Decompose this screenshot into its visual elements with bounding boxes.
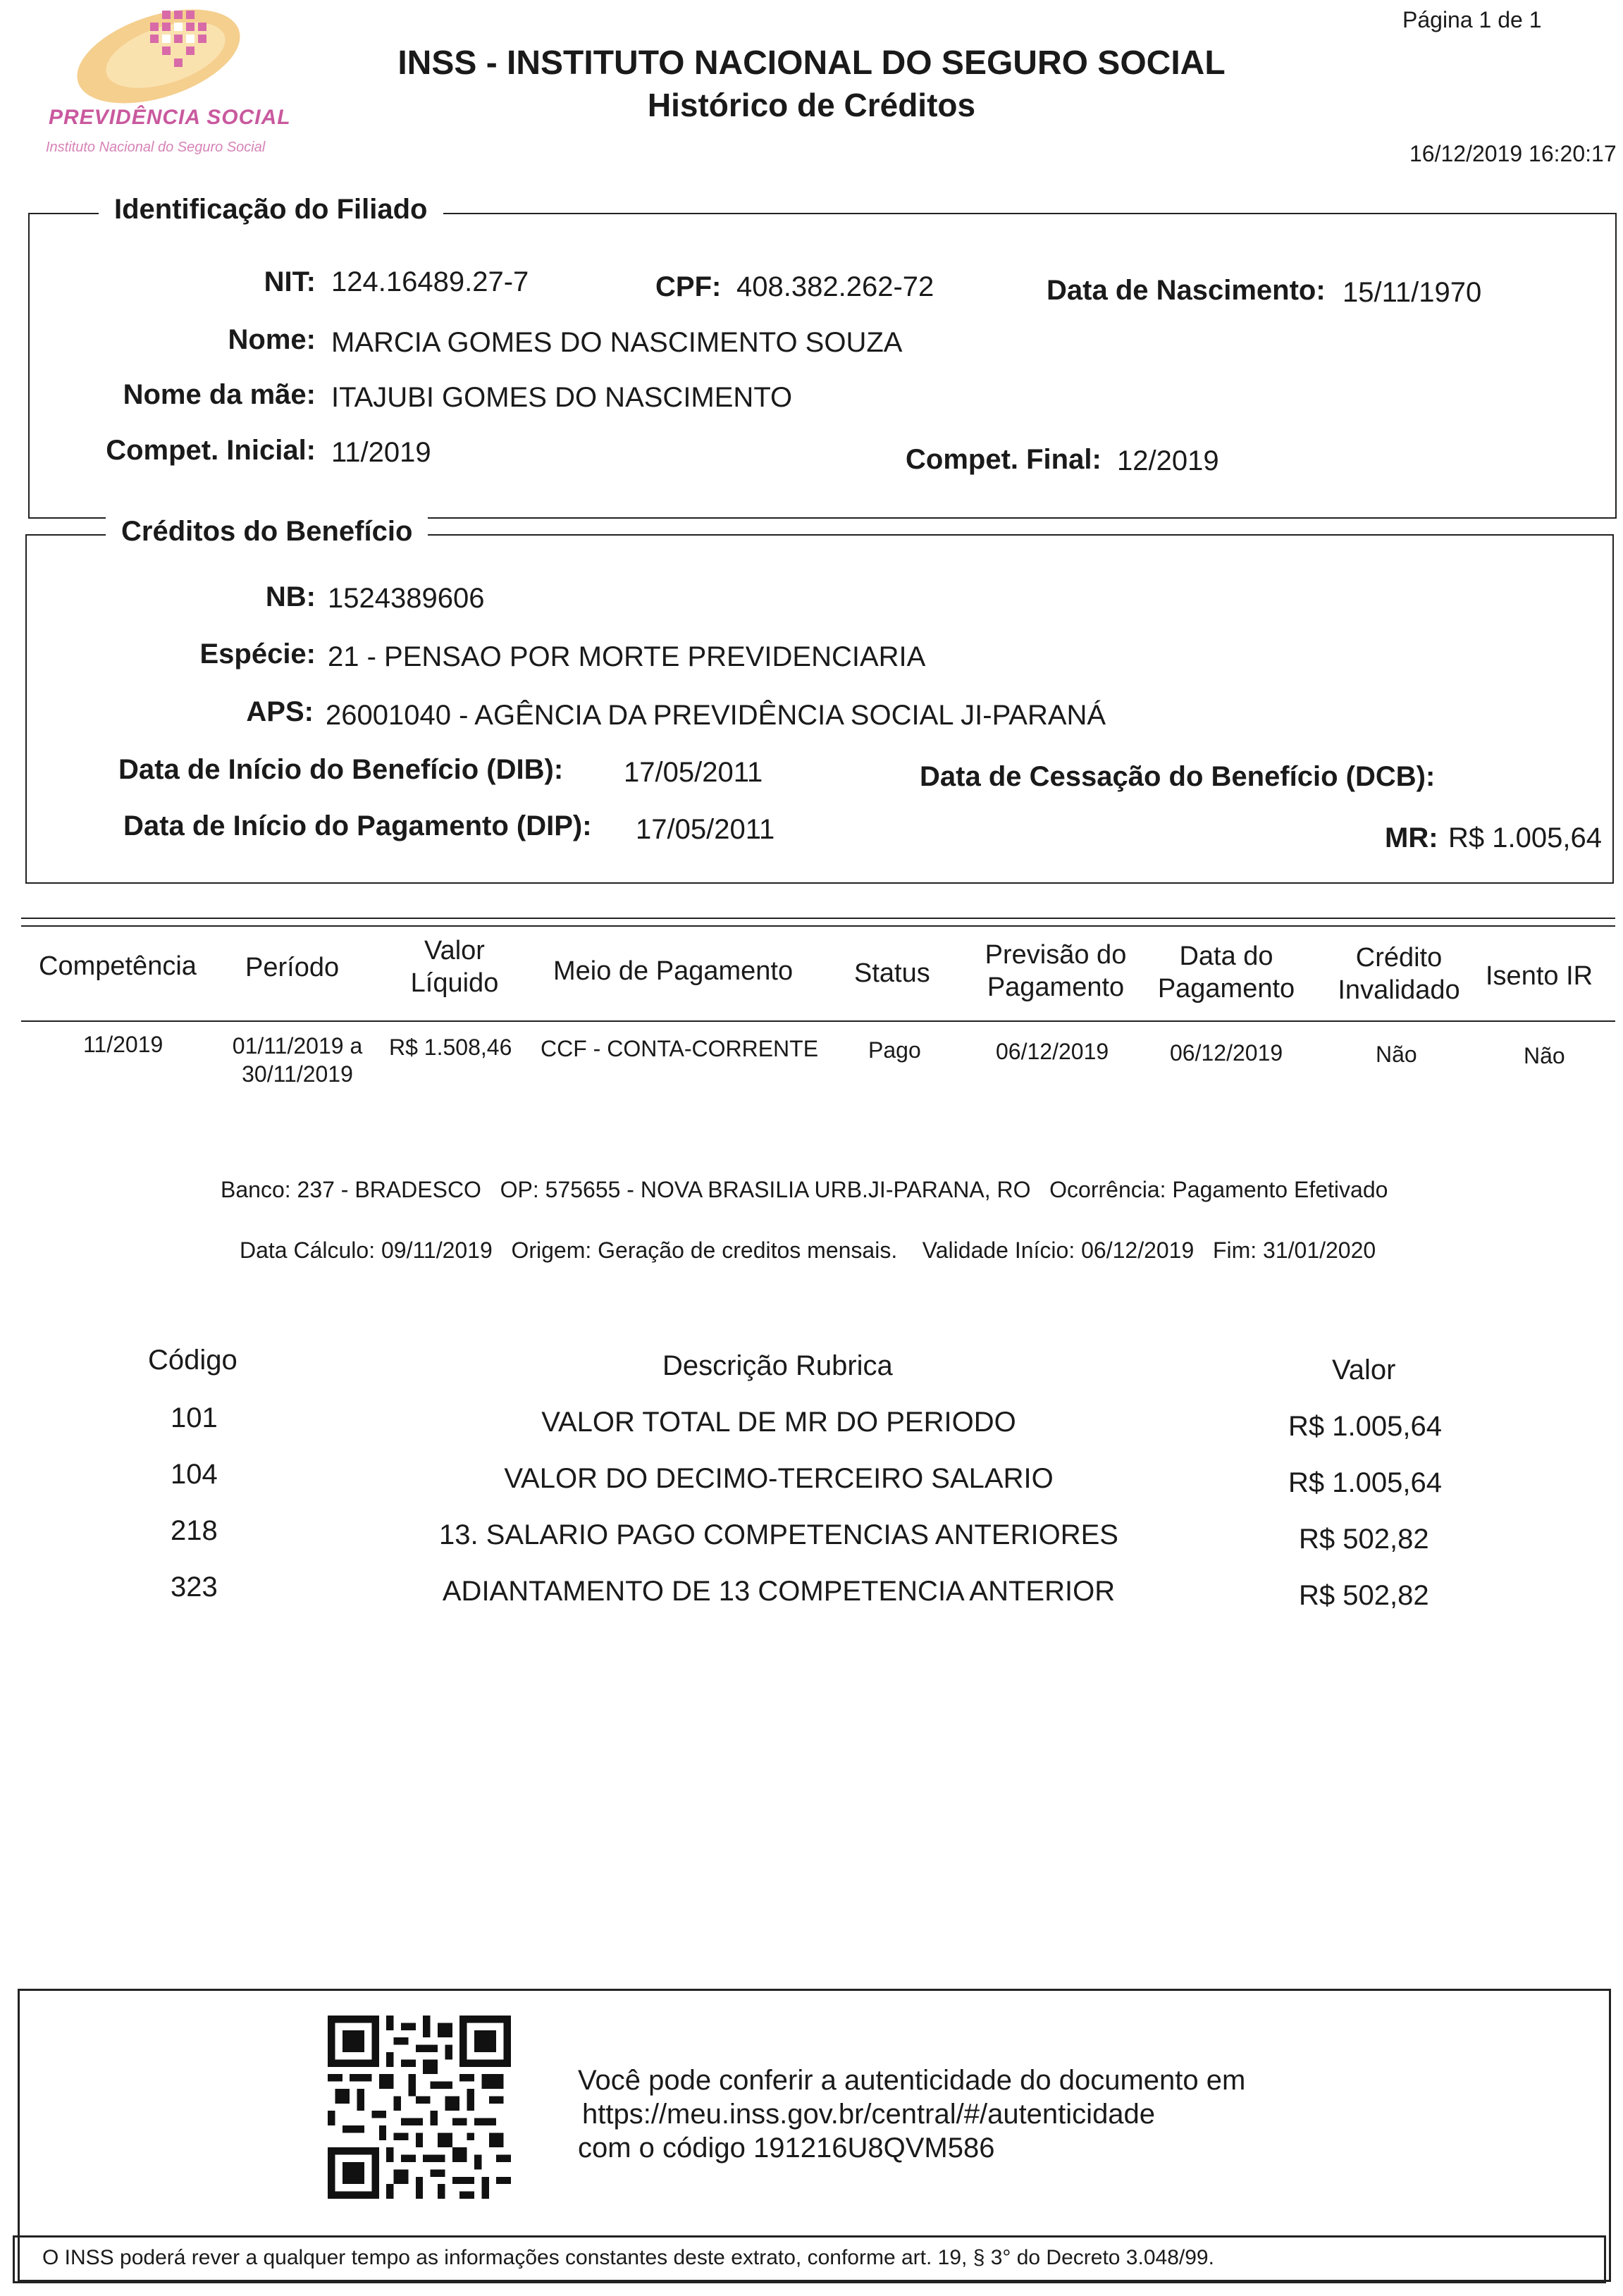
ocorrencia-value: Pagamento Efetivado <box>1172 1177 1388 1202</box>
rubrica-valor: R$ 502,82 <box>1299 1524 1429 1555</box>
col-data-header-line2: Pagamento <box>1157 974 1295 1004</box>
filiado-section <box>28 213 1617 519</box>
origem-label: Origem: <box>511 1238 592 1263</box>
rubrica-valor: R$ 502,82 <box>1299 1580 1429 1611</box>
validade-value: 06/12/2019 <box>1081 1238 1195 1263</box>
row-periodo <box>227 1032 368 1088</box>
authenticity-code: com o código 191216U8QVM586 <box>578 2133 995 2164</box>
authenticity-url[interactable]: https://meu.inss.gov.br/central/#/autenticidade <box>582 2099 1156 2130</box>
qr-code-icon <box>328 2016 511 2199</box>
rubrica-descricao: 13. SALARIO PAGO COMPETENCIAS ANTERIORES <box>439 1519 1118 1550</box>
col-valor-header <box>395 934 514 999</box>
row-periodo-line1: 01/11/2019 a <box>232 1033 363 1058</box>
print-datetime: 16/12/2019 16:20:17 <box>1409 141 1617 166</box>
col-data-header-line1: Data do <box>1179 942 1273 971</box>
col-data-pagamento-header <box>1145 940 1307 1005</box>
row-meio-pagamento: CCF - CONTA-CORRENTE <box>541 1036 819 1061</box>
beneficio-section-title: Créditos do Benefício <box>106 516 428 548</box>
table-top-rule <box>21 918 1615 919</box>
col-valor-header-line2: Líquido <box>410 968 499 998</box>
mr-value: R$ 1.005,64 <box>1448 822 1602 853</box>
document-subtitle: Histórico de Créditos <box>647 87 976 123</box>
rubrica-codigo: 104 <box>171 1459 218 1490</box>
rubrica-descricao: VALOR DO DECIMO-TERCEIRO SALARIO <box>504 1463 1054 1494</box>
row-periodo-line2: 30/11/2019 <box>242 1061 353 1087</box>
col-previsao-header-line1: Previsão do <box>985 940 1127 970</box>
ocorrencia-label: Ocorrência: <box>1049 1177 1166 1202</box>
col-isento-header: Isento IR <box>1486 961 1593 991</box>
row-data-pagamento: 06/12/2019 <box>1170 1040 1283 1066</box>
rubrica-codigo: 101 <box>171 1402 218 1433</box>
nome-label: Nome: <box>228 324 316 355</box>
col-previsao-header <box>964 939 1147 1004</box>
col-competencia-header: Competência <box>39 951 197 981</box>
cpf-value: 408.382.262-72 <box>736 271 934 302</box>
dib-label: Data de Início do Benefício (DIB): <box>118 754 564 785</box>
col-meio-header: Meio de Pagamento <box>553 956 794 986</box>
rubrica-valor: R$ 1.005,64 <box>1288 1467 1442 1498</box>
compet-final-value: 12/2019 <box>1117 445 1219 476</box>
logo-brand-text: PREVIDÊNCIA SOCIAL <box>49 106 291 129</box>
dip-value: 17/05/2011 <box>636 814 775 845</box>
nome-value: MARCIA GOMES DO NASCIMENTO SOUZA <box>331 327 903 358</box>
fim-label: Fim: <box>1212 1238 1257 1263</box>
dcb-label: Data de Cessação do Benefício (DCB): <box>920 761 1436 792</box>
nit-label: NIT: <box>264 266 316 297</box>
table-top-rule-2 <box>21 925 1615 927</box>
nascimento-value: 15/11/1970 <box>1343 277 1482 308</box>
especie-label: Espécie: <box>199 638 316 669</box>
rubrica-codigo: 323 <box>171 1572 218 1603</box>
row-isento-ir: Não <box>1524 1043 1565 1068</box>
aps-value: 26001040 - AGÊNCIA DA PREVIDÊNCIA SOCIAL JI-PARANÁ <box>326 700 1106 731</box>
footer-legal-note: O INSS poderá rever a qualquer tempo as informações constantes deste extrato, conforme art. 19, § 3° do Decreto 3.048/99. <box>42 2246 1214 2269</box>
rubrica-descricao: VALOR TOTAL DE MR DO PERIODO <box>541 1407 1016 1438</box>
col-credito-header-line1: Crédito <box>1355 943 1443 973</box>
table-header-rule <box>21 1020 1615 1022</box>
rubrica-descricao-header: Descrição Rubrica <box>662 1350 893 1381</box>
validade-label: Validade Início: <box>922 1238 1075 1263</box>
aps-label: APS: <box>246 696 314 727</box>
compet-inicial-value: 11/2019 <box>331 437 431 468</box>
col-periodo-header: Período <box>245 953 340 982</box>
especie-value: 21 - PENSAO POR MORTE PREVIDENCIARIA <box>328 641 926 672</box>
dip-label: Data de Início do Pagamento (DIP): <box>123 810 592 841</box>
rubrica-valor-header: Valor <box>1332 1354 1396 1385</box>
cpf-label: CPF: <box>655 271 722 302</box>
document-title: INSS - INSTITUTO NACIONAL DO SEGURO SOCIAL <box>397 44 1226 82</box>
nb-value: 1524389606 <box>328 583 485 614</box>
col-previsao-header-line2: Pagamento <box>987 973 1125 1002</box>
origem-value: Geração de creditos mensais. <box>598 1238 898 1263</box>
dib-value: 17/05/2011 <box>624 757 763 788</box>
compet-inicial-label: Compet. Inicial: <box>106 435 316 466</box>
previdencia-logo <box>39 0 321 166</box>
authenticity-text-line1: Você pode conferir a autenticidade do documento em <box>578 2065 1246 2096</box>
fim-value: 31/01/2020 <box>1263 1238 1376 1263</box>
op-value: 575655 - NOVA BRASILIA URB.JI-PARANA, RO <box>545 1177 1031 1202</box>
col-credito-header <box>1321 942 1476 1006</box>
nb-label: NB: <box>265 581 316 612</box>
page-counter: Página 1 de 1 <box>1402 7 1542 32</box>
calculo-label: Data Cálculo: <box>240 1238 376 1263</box>
nit-value: 124.16489.27-7 <box>331 266 529 297</box>
col-credito-header-line2: Invalidado <box>1338 975 1460 1005</box>
nome-mae-label: Nome da mãe: <box>123 379 316 410</box>
row-previsao-pagamento: 06/12/2019 <box>996 1039 1109 1064</box>
col-status-header: Status <box>854 958 930 988</box>
op-label: OP: <box>500 1177 539 1202</box>
row-valor-liquido: R$ 1.508,46 <box>389 1035 512 1060</box>
row-competencia: 11/2019 <box>83 1032 163 1057</box>
rubrica-valor: R$ 1.005,64 <box>1288 1411 1442 1442</box>
nome-mae-value: ITAJUBI GOMES DO NASCIMENTO <box>331 382 793 413</box>
logo-subtitle-text: Instituto Nacional do Seguro Social <box>46 140 266 155</box>
rubrica-descricao: ADIANTAMENTO DE 13 COMPETENCIA ANTERIOR <box>442 1576 1116 1607</box>
calculo-value: 09/11/2019 <box>381 1238 493 1263</box>
rubrica-codigo: 218 <box>171 1515 218 1546</box>
compet-final-label: Compet. Final: <box>906 444 1101 475</box>
row-credito-invalidado: Não <box>1376 1042 1417 1067</box>
banco-value: 237 - BRADESCO <box>297 1177 481 1202</box>
nascimento-label: Data de Nascimento: <box>1047 275 1326 306</box>
banco-label: Banco: <box>221 1177 291 1202</box>
mr-label: MR: <box>1385 822 1438 853</box>
row-status: Pago <box>868 1037 921 1063</box>
filiado-section-title: Identificação do Filiado <box>99 194 443 226</box>
rubrica-codigo-header: Código <box>148 1345 237 1376</box>
calc-details-line <box>240 1238 1376 1264</box>
col-valor-header-line1: Valor <box>424 936 485 965</box>
bank-details-line <box>221 1177 1388 1203</box>
